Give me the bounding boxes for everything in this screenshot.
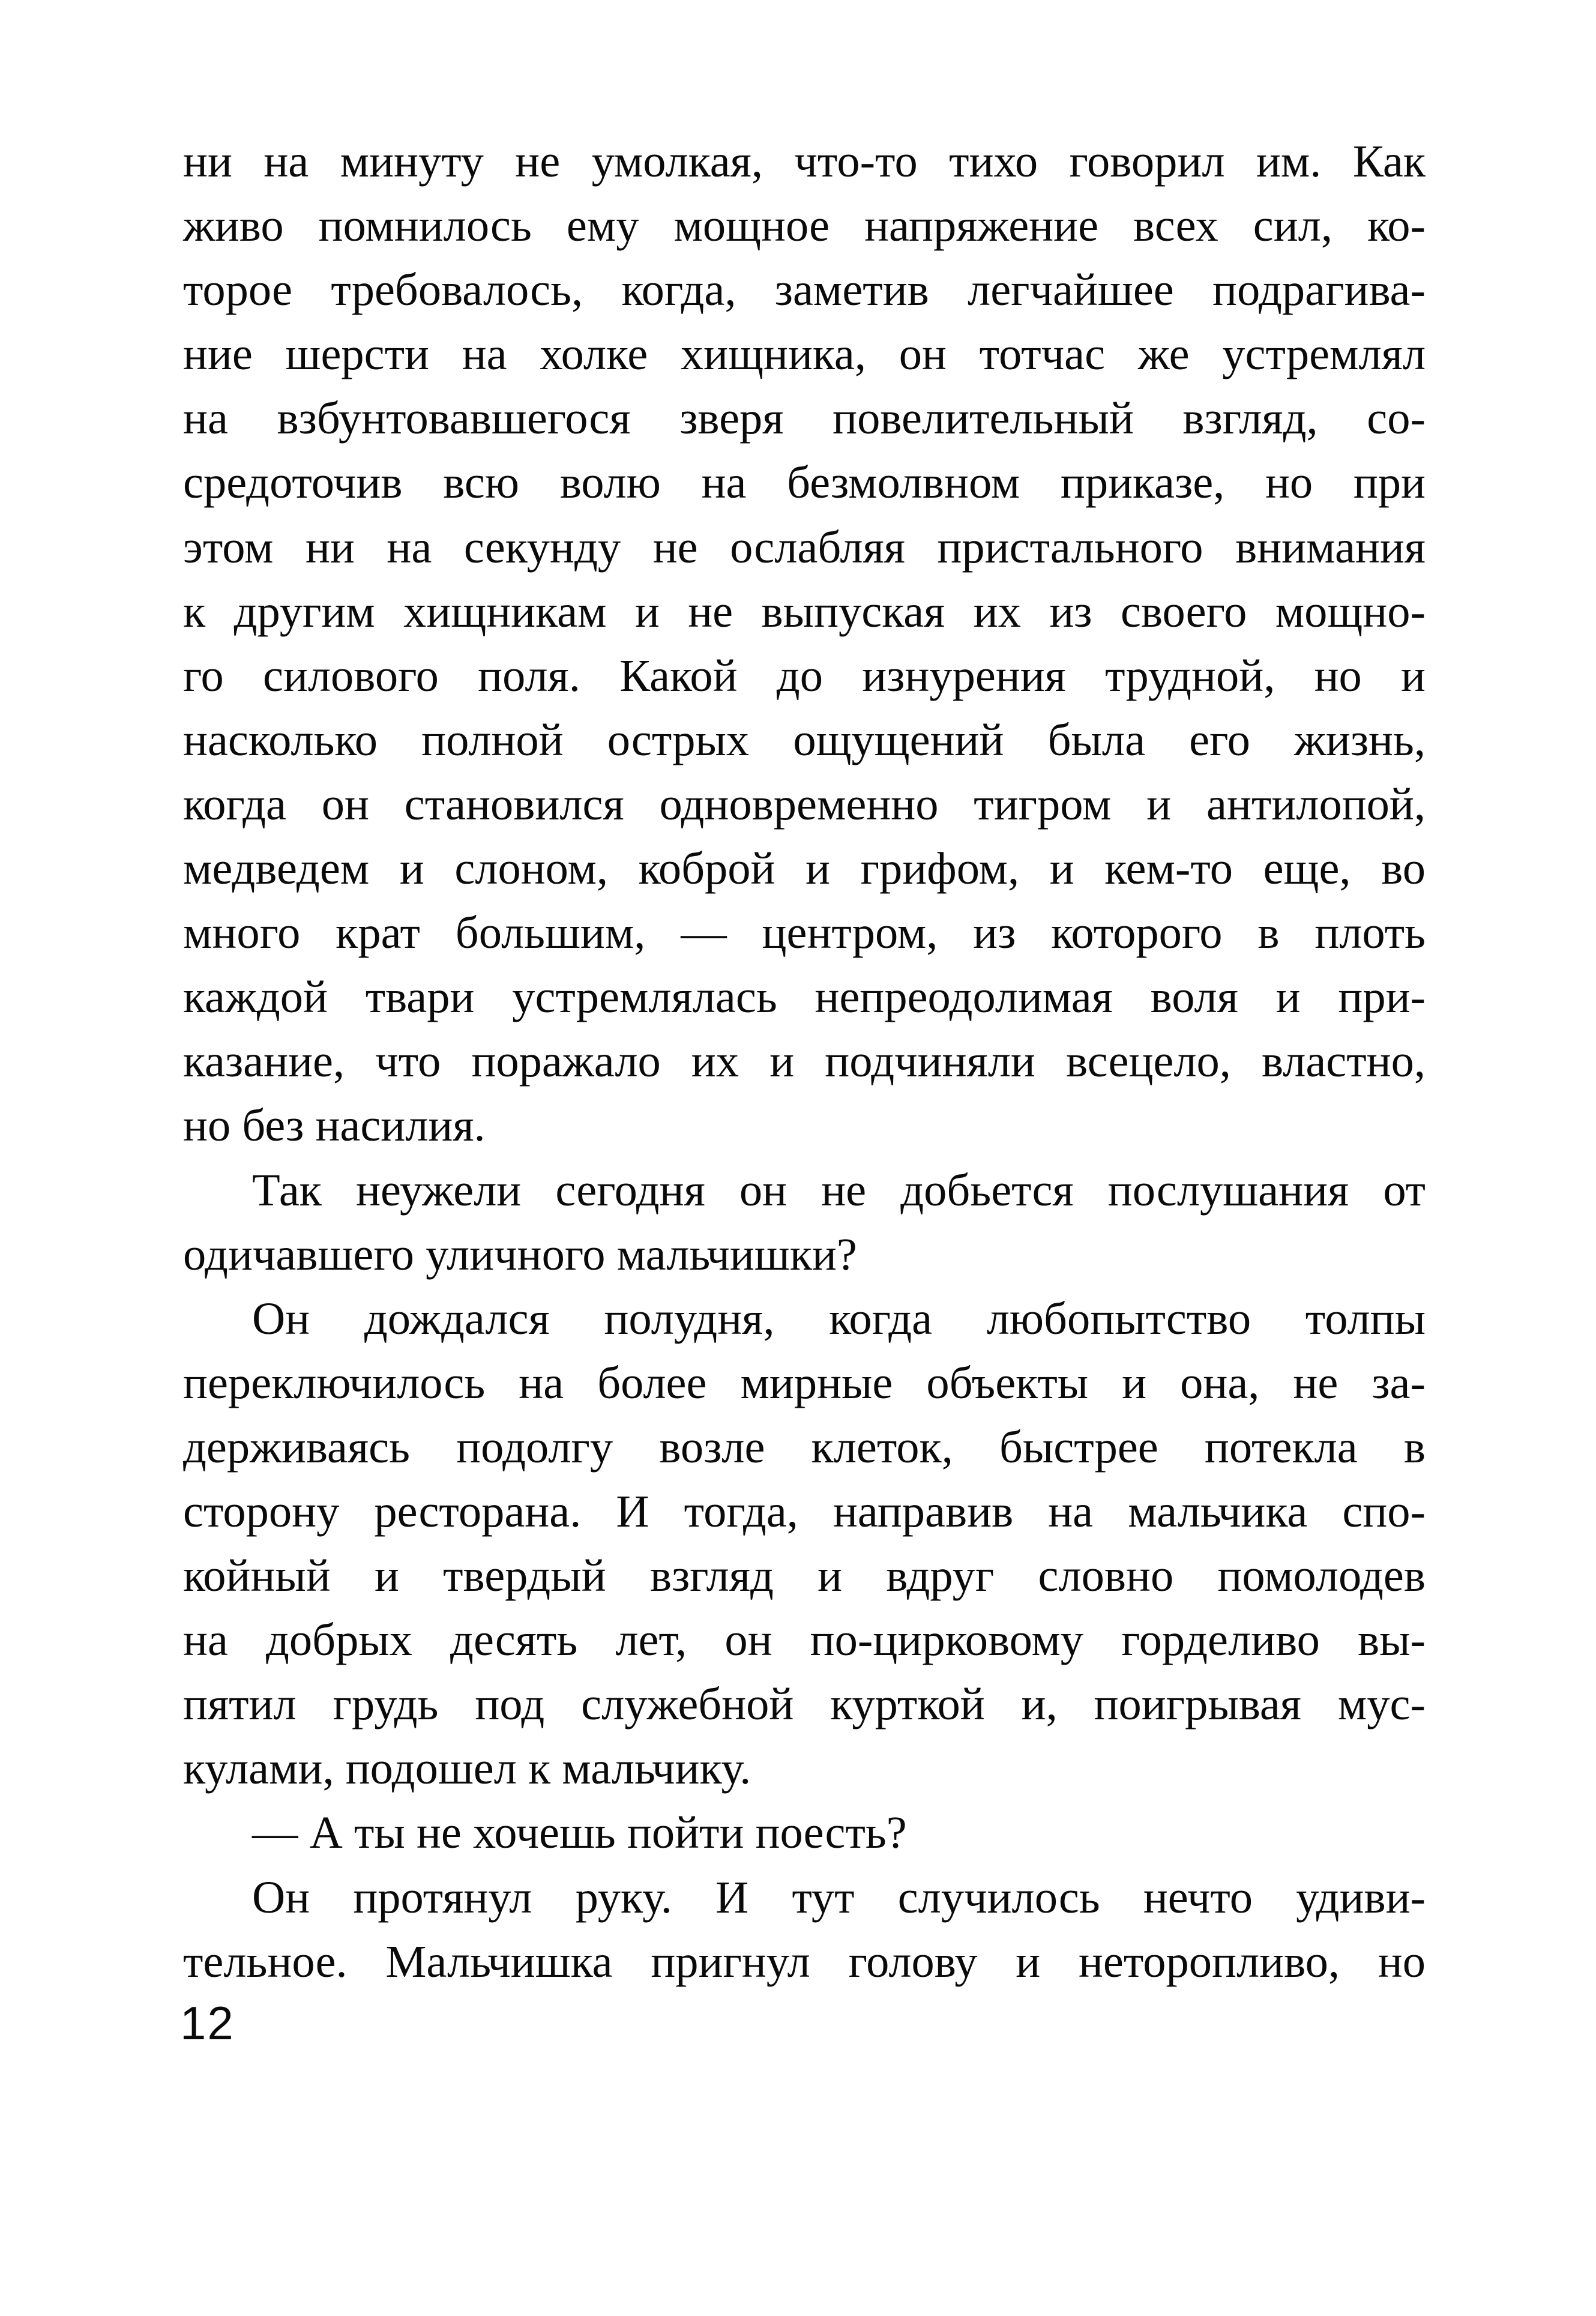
text-line: ние шерсти на холке хищника, он тотчас же устремлял <box>183 328 1426 380</box>
text-line: тельное. Мальчишка пригнул голову и неторопливо, но <box>183 1935 1426 1987</box>
text-line: держиваясь подолгу возле клеток, быстрее потекла в <box>183 1421 1426 1473</box>
text-line: одичавшего уличного мальчишки? <box>183 1228 857 1280</box>
text-line: Он протянул руку. И тут случилось нечто удиви- <box>252 1871 1426 1923</box>
text-line: но без насилия. <box>183 1100 486 1151</box>
text-line: торое требовалось, когда, заметив легчайшее подрагива- <box>183 264 1426 316</box>
text-line: койный и твердый взгляд и вдруг словно помолодев <box>183 1550 1426 1602</box>
text-line: когда он становился одновременно тигром и антилопой, <box>183 778 1426 830</box>
text-line: на взбунтовавшегося зверя повелительный взгляд, со- <box>183 393 1426 444</box>
text-line: переключилось на более мирные объекты и она, не за- <box>183 1357 1426 1408</box>
text-line: ни на минуту не умолкая, что-то тихо говорил им. Как <box>183 136 1426 187</box>
text-line: живо помнилось ему мощное напряжение всех сил, ко- <box>183 200 1426 252</box>
text-line: кулами, подошел к мальчику. <box>183 1743 751 1794</box>
text-line: Так неужели сегодня он не добьется послушания от <box>252 1164 1426 1216</box>
text-line: Он дождался полудня, когда любопытство толпы <box>252 1292 1426 1344</box>
text-line: к другим хищникам и не выпуская их из своего мощно- <box>183 585 1426 637</box>
body-text <box>183 129 1426 1994</box>
text-line: много крат большим, — центром, из которого в плоть <box>183 907 1426 959</box>
text-line: сторону ресторана. И тогда, направив на мальчика спо- <box>183 1485 1426 1537</box>
text-line: пятил грудь под служебной курткой и, поигрывая мус- <box>183 1678 1426 1730</box>
text-line: каждой твари устремлялась непреодолимая воля и при- <box>183 971 1426 1023</box>
text-line: средоточив всю волю на безмолвном приказе, но при <box>183 457 1426 508</box>
text-line: на добрых десять лет, он по-цирковому горделиво вы- <box>183 1614 1426 1666</box>
text-line: этом ни на секунду не ослабляя пристального внимания <box>183 521 1426 573</box>
page-number: 12 <box>180 1997 235 2049</box>
text-line: насколько полной острых ощущений была его жизнь, <box>183 714 1426 765</box>
text-line: — А ты не хочешь пойти поесть? <box>252 1807 907 1859</box>
text-line: го силового поля. Какой до изнурения трудной, но и <box>183 650 1426 701</box>
text-line: медведем и слоном, коброй и грифом, и кем-то еще, во <box>183 843 1426 894</box>
text-line: казание, что поражало их и подчиняли всецело, властно, <box>183 1036 1426 1087</box>
